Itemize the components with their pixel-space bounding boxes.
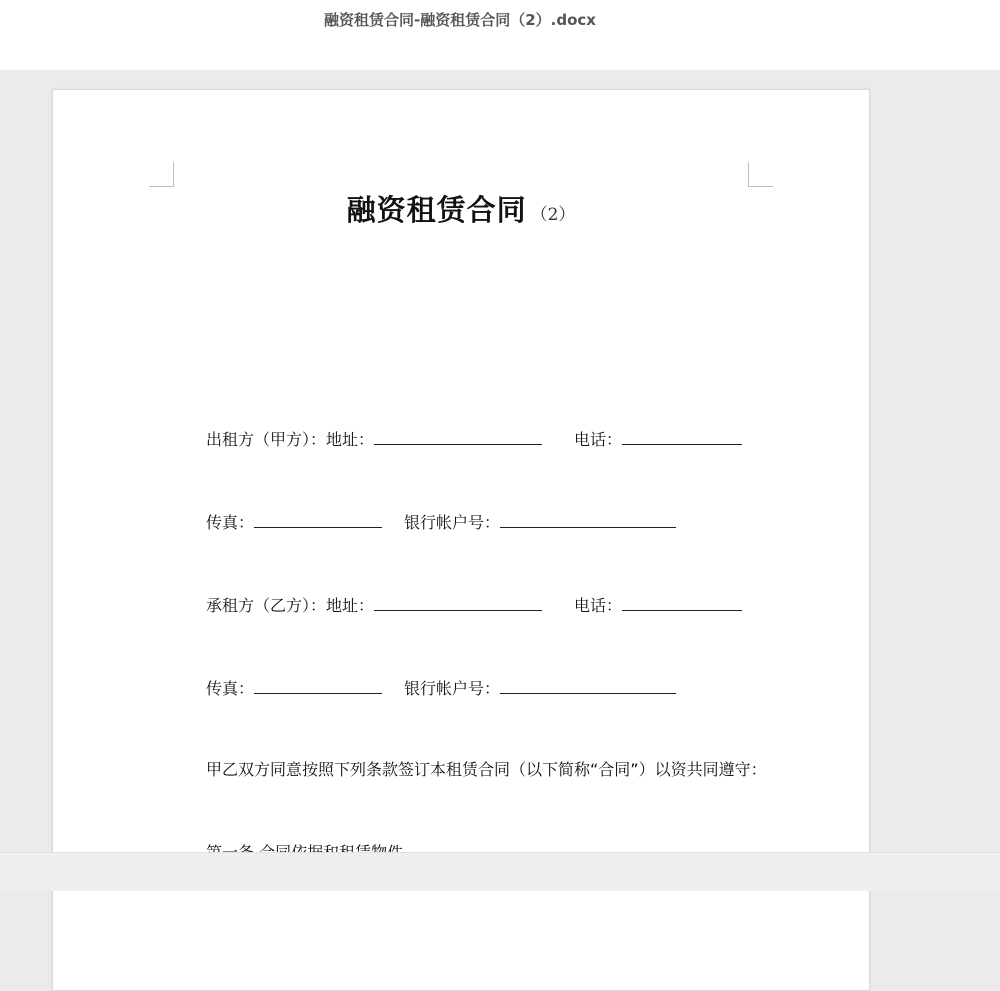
lessee-line <box>206 592 744 616</box>
lessee-account-label: 银行帐户号： <box>404 679 501 698</box>
lessor-phone-blank <box>622 426 742 445</box>
lessor-phone-label: 电话： <box>574 430 623 449</box>
lessor-fax-label: 传真： <box>206 513 255 532</box>
lessee-phone-label: 电话： <box>574 596 623 615</box>
document-viewer[interactable] <box>0 70 1000 852</box>
lessee-address-blank <box>374 592 542 611</box>
document-file-title: 融资租赁合同-融资租赁合同（2）.docx <box>324 11 596 29</box>
lessee-bank-line <box>206 675 678 699</box>
lessor-bank-line <box>206 509 678 533</box>
lessor-fax-blank <box>254 509 382 528</box>
lessor-address-label: 出租方（甲方）：地址： <box>206 430 375 449</box>
lessee-fax-blank <box>254 675 382 694</box>
title-bar <box>0 0 1000 70</box>
horizontal-scroll-track[interactable] <box>0 852 1000 891</box>
agreement-paragraph: 甲乙双方同意按照下列条款签订本租赁合同（以下简称“合同”）以资共同遵守： <box>206 760 767 779</box>
crop-mark-top-right <box>748 162 773 187</box>
lessor-account-blank <box>500 509 676 528</box>
lessee-fax-label: 传真： <box>206 679 255 698</box>
lessee-account-blank <box>500 675 676 694</box>
lessee-address-label: 承租方（乙方）：地址： <box>206 596 375 615</box>
lessor-line <box>206 426 744 450</box>
lessee-phone-blank <box>622 592 742 611</box>
contract-title-text: 融资租赁合同 <box>346 193 527 227</box>
crop-mark-top-left <box>149 162 174 187</box>
lessor-account-label: 银行帐户号： <box>404 513 501 532</box>
contract-title-suffix: （2） <box>530 205 576 225</box>
lessor-address-blank <box>374 426 542 445</box>
contract-title <box>53 188 869 229</box>
